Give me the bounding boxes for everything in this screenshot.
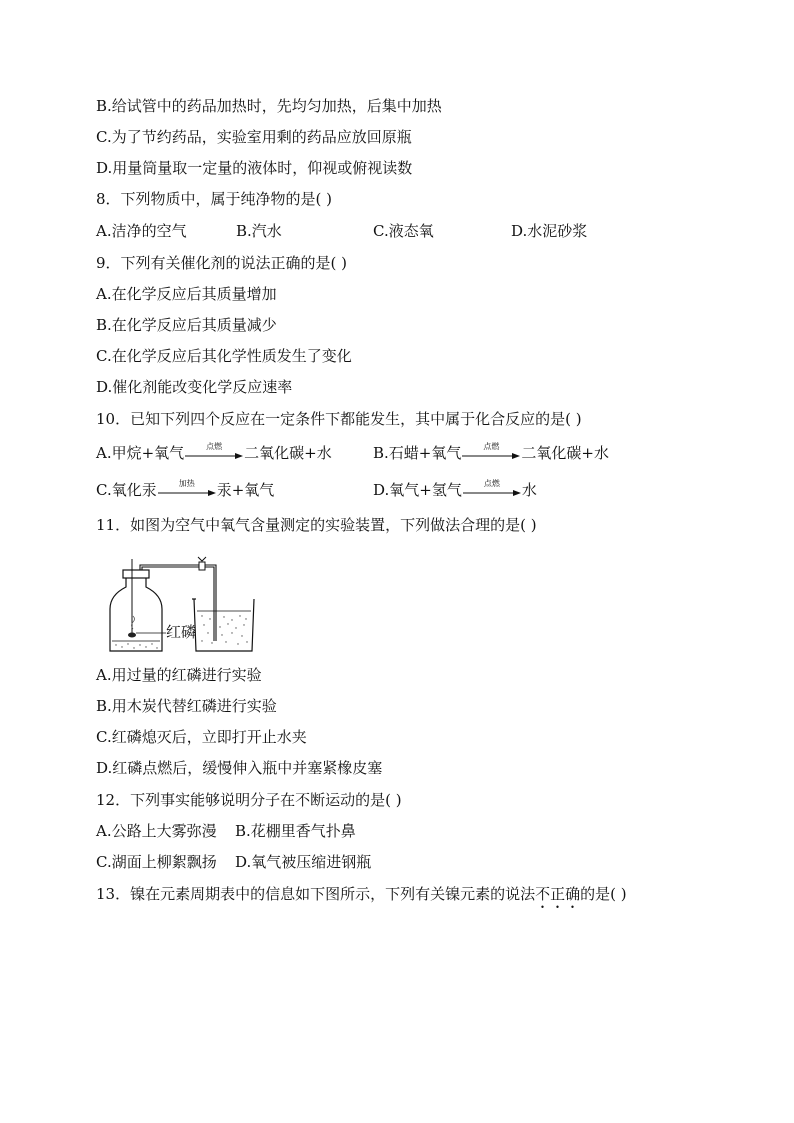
q11-stem: 11．如图为空气中氧气含量测定的实验装置，下列做法合理的是( ) (96, 516, 537, 534)
q12-option-b: B.花棚里香气扑鼻 (235, 822, 356, 840)
q10-a-products: 二氧化碳+水 (244, 444, 332, 462)
q10-b-reactants: B.石蜡+氧气 (373, 444, 462, 462)
q13-stem-main: 13．镍在元素周期表中的信息如下图所示，下列有关镍元素的说法 (96, 885, 536, 903)
red-phosphorus-label: 红磷 (166, 623, 197, 641)
q10-c-reactants: C.氧化汞 (96, 481, 157, 499)
q7-option-d: D.用量筒量取一定量的液体时，仰视或俯视读数 (96, 159, 413, 177)
reaction-arrow-icon (185, 443, 243, 463)
q9-stem: 9．下列有关催化剂的说法正确的是( ) (96, 254, 348, 272)
q8-stem: 8．下列物质中，属于纯净物的是( ) (96, 190, 333, 208)
q10-a-condition: 点燃 (206, 442, 223, 451)
reaction-arrow-icon (462, 443, 520, 463)
q7-option-b: B.给试管中的药品加热时，先均匀加热，后集中加热 (96, 97, 442, 115)
q12-option-d: D.氧气被压缩进钢瓶 (235, 853, 372, 871)
q10-c-condition: 加热 (178, 479, 195, 488)
q8-option-a: A.洁净的空气 (96, 222, 187, 240)
q9-option-b: B.在化学反应后其质量减少 (96, 316, 277, 334)
q10-d-condition: 点燃 (483, 479, 500, 488)
q8-option-b: B.汽水 (236, 222, 282, 240)
q12-option-c: C.湖面上柳絮飘扬 (96, 853, 217, 871)
q9-option-a: A.在化学反应后其质量增加 (96, 285, 277, 303)
apparatus-figure (106, 553, 266, 659)
q13-stem-tail: 的是( ) (580, 885, 627, 903)
q9-option-d: D.催化剂能改变化学反应速率 (96, 378, 293, 396)
q9-option-c: C.在化学反应后其化学性质发生了变化 (96, 347, 352, 365)
q10-b-products: 二氧化碳+水 (521, 444, 609, 462)
q8-option-c: C.液态氧 (373, 222, 434, 240)
reaction-arrow-icon (158, 480, 216, 500)
q8-option-d: D.水泥砂浆 (511, 222, 588, 240)
q10-stem: 10．已知下列四个反应在一定条件下都能发生，其中属于化合反应的是( ) (96, 410, 582, 428)
q13-stem-emphasis: 不正确 (535, 885, 581, 903)
q13-stem (96, 884, 627, 912)
q10-option-d (373, 480, 537, 500)
q10-option-b (373, 443, 609, 463)
q11-option-a: A.用过量的红磷进行实验 (96, 666, 262, 684)
q12-stem: 12．下列事实能够说明分子在不断运动的是( ) (96, 791, 402, 809)
q10-c-products: 汞+氧气 (216, 481, 275, 499)
q10-b-condition: 点燃 (483, 442, 500, 451)
q7-option-c: C.为了节约药品，实验室用剩的药品应放回原瓶 (96, 128, 412, 146)
q12-option-a: A.公路上大雾弥漫 (96, 822, 217, 840)
reaction-arrow-icon (463, 480, 521, 500)
q11-option-c: C.红磷熄灭后，立即打开止水夹 (96, 728, 307, 746)
q10-option-a (96, 443, 332, 463)
q10-d-reactants: D.氧气+氢气 (373, 481, 462, 499)
q11-option-d: D.红磷点燃后，缓慢伸入瓶中并塞紧橡皮塞 (96, 759, 383, 777)
q10-option-c (96, 480, 274, 500)
q10-d-products: 水 (521, 481, 537, 499)
q10-a-reactants: A.甲烷+氧气 (96, 444, 185, 462)
q11-option-b: B.用木炭代替红磷进行实验 (96, 697, 277, 715)
